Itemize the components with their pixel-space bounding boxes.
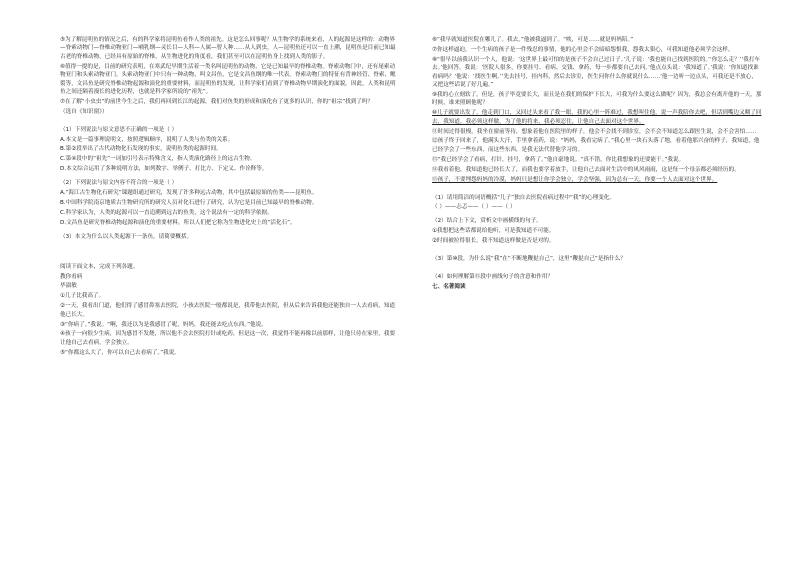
source-note: （选自《知识窗》） bbox=[60, 108, 108, 115]
section-heading: 七、名著阅读 bbox=[432, 283, 466, 290]
question-1-option-a: A.本文是一篇事理说明文，按照逻辑顺序，说明了人类与鱼类的关系。 bbox=[60, 136, 234, 143]
right-question-4: （4）如何理解第⑮段中画线句子的含意和作用？ bbox=[432, 273, 554, 280]
question-1-option-b: B.第②段举出了古代动物化石发现的事实，说明鱼类的起源时间。 bbox=[60, 146, 222, 153]
question-1-option-d: D.本文综合运用了多种说明方法，如列数字、举例子、打比方、下定义、作诠释等。 bbox=[60, 166, 268, 173]
story-paragraph-3: ③“你病了。”我说。“啊，我还以为是我感冒了呢，妈妈，我还能去吃点东西。”他说。 bbox=[60, 321, 267, 328]
paragraph-7: ⑦在了解“小虫虫”的前世今生之后，我们再回到长江的起源，我们对鱼类的形成和演化有了更多的认识，你的“祖宗”找到了吗？ bbox=[60, 98, 374, 105]
question-1-option-c: C.第④段中的“祖先”一词加引号表示特殊含义，指人类演化路径上的远古生物。 bbox=[60, 156, 256, 163]
right-question-1-blanks: （ ）——忐忑——（ ）——（ ） bbox=[432, 204, 516, 211]
right-question-2: （2）结合上下文，赏析文中画横线的句子。 bbox=[432, 218, 542, 225]
reading-instruction: 阅读下面文本，完成下列各题。 bbox=[60, 263, 139, 270]
right-question-1: （1）请用简洁的词语概括“儿子”独自去医院看病过程中“我”的心理变化。 bbox=[432, 194, 615, 201]
left-column bbox=[60, 36, 400, 359]
paragraph-5: ⑤为了解昆明鱼的情况之后，有的科学家将昆明鱼看作人类的祖先。这是怎么回事呢？从生物学的系统来看，人的起源是这样的：动物界—脊索动物门—脊椎动物亚门—哺乳纲—灵长目—人科—人属—智人种……从人到虫，人—昆明鱼还可以一直上溯，昆明鱼是目前已知最古老的脊椎动物，已经具有原始的脊椎。从生物进化的角度看，我们甚至可以在昆明鱼身上找到人类的影子。 bbox=[60, 37, 396, 60]
story-paragraph-2: ②一天，我看出门道，他们得了感冒鼻塞去医院，小孩去医院一般都说是，我带他去医院，但从后来告诉我他还能独自一人去看病，知道他已长大。 bbox=[60, 303, 396, 318]
story-paragraph-9: ⑨我的心立刻软了。但是，孩子毕竟要长大，而且是在我们的保护下长大，可我为什么要这么做呢？因为，我总会有离开他的一天，那时候，谁来照顾他呢？ bbox=[432, 91, 762, 107]
question-2-option-b: B.中国科学院南京地质古生物研究所的研究人员对化石进行了研究，认为它是目前已知最早的脊椎动物。 bbox=[60, 200, 318, 206]
story-paragraph-5: ⑤“你都这么大了，你可以自己去看病了。”我说。 bbox=[60, 349, 180, 356]
right-question-2-sentence-2: ②时间被拉得很长，我不知道这样做是否是对的。 bbox=[432, 238, 555, 245]
story-paragraph-11: ⑪时间过得很慢，我坐在窗前等待，想象着他在医院里的样子，他会不会找不到诊室，会不会不知道怎么跟医生说，会不会害怕…… bbox=[432, 128, 757, 135]
story-paragraph-1: ①儿子比我高了。 bbox=[60, 293, 105, 300]
story-paragraph-12: ⑫孩子终于回来了，他满头大汗，手里拿着药，说：“妈妈，我看完病了。”我心里一块石头落了地，看着他那兴奋的样子，我知道，他已经学会了一些东西，而这些东西，是我无法代替他学习的。 bbox=[432, 138, 760, 153]
story-paragraph-4: ④孩子一向很少生病，因为感冒不发烧，所以他不会去医院打针或吃药，但是这一次，我觉得不能再像以前那样，让他只待在家里，我要让他自己去看病，学会独立。 bbox=[60, 331, 396, 346]
paragraph-6: ⑥值得一提的是，目前的研究表明，在寒武纪早期生活着一类名叫昆明鱼的动物，它是已知最早的脊椎动物。脊索动物门中，还有尾索动物亚门和头索动物亚门。头索动物亚门中只有一种动物，叫文昌鱼，它是文昌鱼纲的唯一代表。脊索动物门的特征有背神经管、脊索、鳃裂等，文昌鱼是研究脊椎动物起源和演化的重要材料，而昆明鱼的发现，让科学家们看到了脊椎动物早期演化的面貌。因此，人类和昆明鱼之间还隔着漫长的进化历程，也就是科学家所说的“祖先”。 bbox=[60, 63, 396, 95]
story-paragraph-14: ⑭我看着他，我知道他已经长大了，而我也要学着放手，让他自己去面对生活中的风风雨雨，这是每一个母亲都必须经历的。 bbox=[432, 166, 740, 173]
story-paragraph-13: ⑬“我已经学会了看病，打针，挂号，拿药了。”他自豪地说。“真不错，你比我想象的还要能干。”我说。 bbox=[432, 156, 685, 163]
story-paragraph-8: ⑧“很早以前我认识一个人，他说：‘这世界上最可怕的是孩子不会自己过日子。’儿子说：‘我也能自己找到医院的。’‘你怎么走？’‘我打车去。’他回答。我说：‘医院人很多，你要挂号、看病、交钱、拿药，每一步都要自己去问。’他点点头说：‘我知道了。’我说：‘你知道找谁看病吗？’他说：‘找医生啊。’‘先去挂号，挂内科，然后去诊室，医生问你什么你就说什么……’他一边听一边点头，可我还是不放心，又把这些话说了好几遍。” bbox=[432, 56, 761, 89]
question-2-option-d: D.文昌鱼是研究脊椎动物起源和演化的重要材料，所以人们把它称为生物进化史上的“活化石”。 bbox=[60, 219, 296, 226]
question-2-option-c: C.科学家认为，人类的起源可以一直追溯到远古的鱼类，这个说法有一定的科学依据。 bbox=[60, 209, 273, 216]
story-paragraph-7: ⑦你这样逼迫，一个生病的孩子是一件残忍的事情，他的心里会不会暗暗怨恨我，怨我太狠心，可我知道他必须学会这样。 bbox=[432, 46, 734, 53]
question-1: （1）下列说法与原文意思不正确的一项是（ ） bbox=[60, 126, 178, 133]
question-3: （3）本文为什么以人类起源于一条鱼，请简要概括。 bbox=[60, 233, 193, 240]
right-question-3: （3）第⑩段，为什么说“我”在“不断地鞭挞自己”，这里“鞭挞自己”是指什么？ bbox=[432, 256, 626, 263]
story-title: 教你看病 bbox=[60, 273, 83, 280]
right-question-2-sentence-1: ①我想把这些话都说给他听，可是我知道不可能。 bbox=[432, 228, 555, 235]
right-column bbox=[432, 36, 762, 293]
story-author: 毕淑敏 bbox=[60, 283, 77, 290]
story-paragraph-15: ⑮孩子，不要埋怨妈妈的冷漠，妈妈只是想让你学会独立，学会坚强，因为总有一天，你要一个人去面对这个世界。 bbox=[432, 176, 718, 183]
story-paragraph-6: ⑥“我早就知道医院在哪儿了。我去。”他被我逼到了。“唉，可是……就是妈妈陪。” bbox=[432, 37, 634, 43]
story-paragraph-10: ⑩儿子就要出发了。他走到门口，又回过头来看了我一眼，我的心里一阵难过，我想叫住他，说一声我陪你去吧，但话到嘴边又咽了回去，我知道，我必须这样做，为了他的将来，我必须忍住，让他自己去面对这个世界。 bbox=[432, 110, 762, 125]
question-2-option-a: A.“海江古生物化石研究”课题组通过研究，发现了许多种远古动物，其中包括最原始的鱼类——昆明鱼。 bbox=[60, 190, 318, 197]
question-2: （2）下列说法与原文内容不符合的一项是（ ） bbox=[60, 180, 178, 187]
